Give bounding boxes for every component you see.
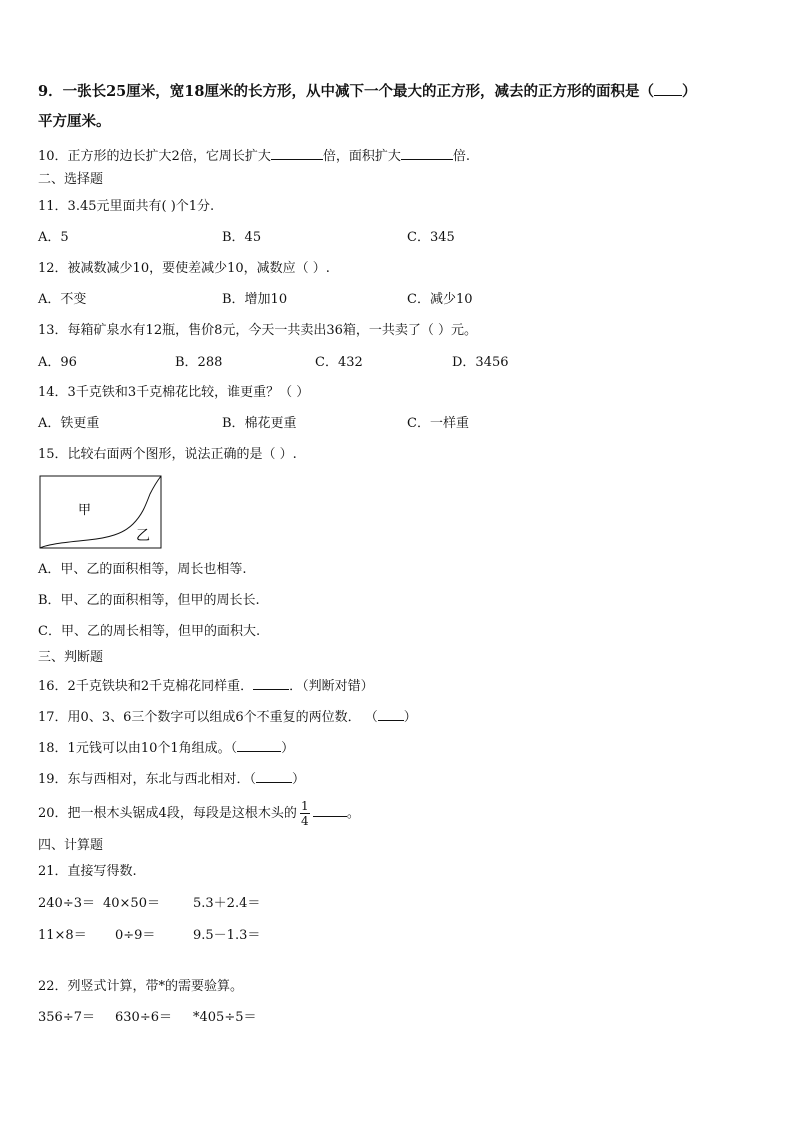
q16: 16．2千克铁块和2千克棉花同样重． ．（判断对错） [38, 679, 374, 694]
section-2-heading: 二、选择题 [38, 172, 104, 187]
calc-item: 40×50＝ [103, 896, 160, 911]
q15-option-b[interactable]: B．甲、乙的面积相等，但甲的周长长. [38, 593, 260, 608]
q13-option-d[interactable]: D．3456 [452, 355, 509, 370]
region-yi-label: 乙 [136, 528, 150, 544]
q15-stem: 15．比较右面两个图形，说法正确的是（ ）. [38, 447, 297, 462]
calc-item: *405÷5＝ [193, 1010, 257, 1025]
calc-item: 9.5－1.3＝ [193, 928, 261, 943]
q14-option-a[interactable]: A．铁更重 [38, 416, 100, 431]
calc-item: 0÷9＝ [115, 928, 156, 943]
q20: 20．把一根木头锯成4段，每段是这根木头的 $\frac{1}{4}$ 。 [38, 799, 360, 828]
q9-line2: 平方厘米。 [38, 113, 111, 130]
answer-blank[interactable] [378, 708, 404, 721]
q13-stem: 13．每箱矿泉水有12瓶，售价8元，今天一共卖出36箱，一共卖了（ ）元。 [38, 323, 478, 338]
q15-option-c[interactable]: C．甲、乙的周长相等，但甲的面积大. [38, 624, 261, 639]
calc-item: 11×8＝ [38, 928, 87, 943]
q11-option-a[interactable]: A．5 [38, 230, 69, 245]
q13-option-b[interactable]: B．288 [175, 355, 223, 370]
section-4-heading: 四、计算题 [38, 838, 104, 853]
q22-stem: 22．列竖式计算，带*的需要验算。 [38, 979, 244, 994]
q14-stem: 14．3千克铁和3千克棉花比较，谁更重？（ ） [38, 385, 310, 400]
answer-blank[interactable] [256, 770, 292, 783]
q18: 18．1元钱可以由10个1角组成。（ ） [38, 741, 295, 756]
q12-option-c[interactable]: C．减少10 [407, 292, 473, 307]
calc-item: 356÷7＝ [38, 1010, 95, 1025]
section-3-heading: 三、判断题 [38, 650, 104, 665]
answer-blank[interactable] [401, 147, 453, 160]
q15-figure [38, 474, 164, 552]
q21-stem: 21．直接写得数. [38, 864, 137, 879]
q10: 10．正方形的边长扩大2倍，它周长扩大 倍，面积扩大 倍. [38, 149, 470, 164]
q14-option-b[interactable]: B．棉花更重 [222, 416, 297, 431]
calc-item: 5.3＋2.4＝ [193, 896, 261, 911]
answer-blank[interactable] [253, 677, 289, 690]
q17: 17．用0、3、6三个数字可以组成6个不重复的两位数． （ ） [38, 710, 417, 725]
q9-line1: 9．一张长25厘米，宽18厘米的长方形，从中减下一个最大的正方形，减去的正方形的面积是（ ） [38, 83, 697, 100]
q12-stem: 12．被减数减少10，要使差减少10，减数应（ ）. [38, 261, 330, 276]
q19: 19．东与西相对，东北与西北相对．（ ） [38, 772, 306, 787]
calc-item: 630÷6＝ [115, 1010, 172, 1025]
q11-stem: 11．3.45元里面共有( )个1分. [38, 199, 215, 214]
fraction-one-quarter: $\frac{1}{4}$ [301, 799, 309, 828]
q13-option-a[interactable]: A．96 [38, 355, 77, 370]
answer-blank[interactable] [313, 804, 347, 817]
q12-option-a[interactable]: A．不变 [38, 292, 87, 307]
q12-option-b[interactable]: B．增加10 [222, 292, 288, 307]
q11-option-b[interactable]: B．45 [222, 230, 262, 245]
region-jia-label: 甲 [78, 503, 92, 518]
q15-option-a[interactable]: A．甲、乙的面积相等，周长也相等. [38, 562, 247, 577]
answer-blank[interactable] [271, 147, 323, 160]
calc-item: 240÷3＝ [38, 896, 95, 911]
q14-option-c[interactable]: C．一样重 [407, 416, 469, 431]
answer-blank[interactable] [654, 83, 682, 96]
q11-option-c[interactable]: C．345 [407, 230, 455, 245]
answer-blank[interactable] [237, 739, 281, 752]
q13-option-c[interactable]: C．432 [315, 355, 363, 370]
